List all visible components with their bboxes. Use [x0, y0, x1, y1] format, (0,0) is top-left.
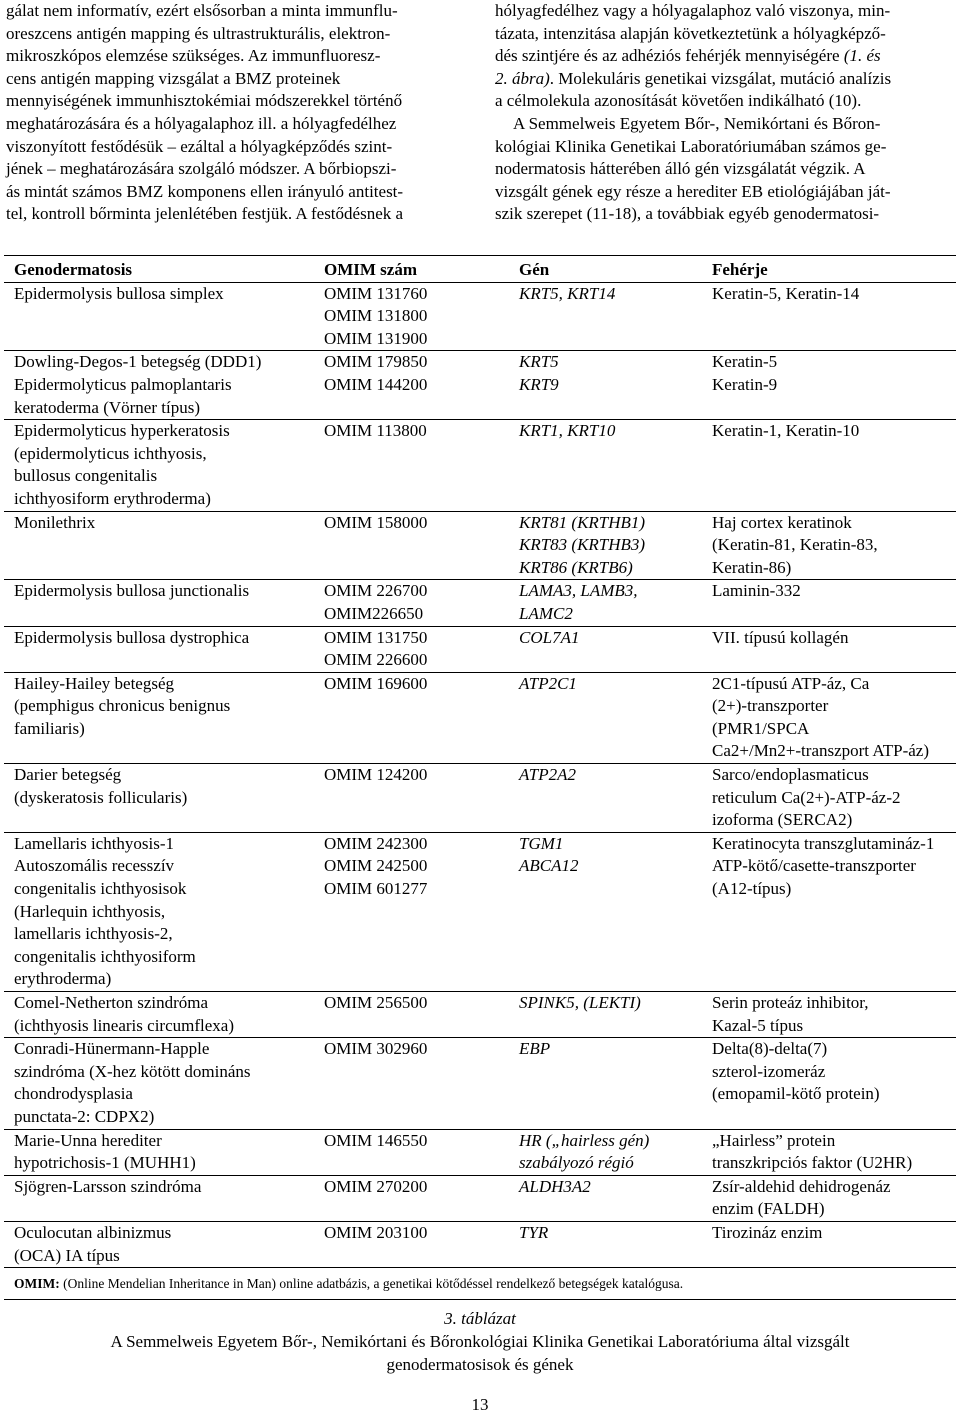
cell-line: Hailey-Hailey betegség [14, 673, 175, 693]
cell-line: Lamellaris ichthyosis-1 [14, 833, 175, 853]
disease-cell [4, 672, 314, 763]
table-row [4, 1221, 956, 1267]
cell-line: OMIM 146550 [324, 1130, 428, 1150]
table-row [4, 1175, 956, 1221]
cell-line: OMIM 131750 [324, 627, 428, 647]
text-line: oreszcens antigén mapping és ultrastrukturális, elektron- [6, 23, 391, 43]
column-header-protein: Fehérje [702, 256, 956, 283]
table-row [4, 511, 956, 580]
cell-line: OMIM 203100 [324, 1222, 428, 1242]
cell-line: SPINK5, (LEKTI) [519, 993, 641, 1012]
page-number: 13 [471, 1395, 489, 1414]
cell-line: congenitalis ichthyosiform [14, 946, 196, 966]
cell-line: Marie-Unna herediter [14, 1130, 162, 1150]
cell-line: izoforma (SERCA2) [712, 810, 853, 830]
cell-line: (Harlequin ichthyosis, [14, 901, 166, 921]
text-line: jének – meghatározására szolgáló módszer. A bőrbiopszi- [6, 159, 397, 179]
text-line [495, 68, 957, 91]
cell-line: Epidermolyticus palmoplantaris [14, 374, 232, 394]
disease-cell [4, 351, 314, 420]
gene-cell [509, 1221, 702, 1267]
cell-line: Tirozináz enzim [712, 1222, 823, 1242]
right-text-column [495, 0, 957, 226]
gene-cell [509, 672, 702, 763]
cell-line: LAMA3, LAMB3, [519, 581, 638, 601]
cell-line: Epidermolysis bullosa junctionalis [14, 581, 250, 601]
table-body [4, 282, 956, 1268]
cell-line: congenitalis ichthyosisok [14, 879, 187, 899]
cell-line: KRT9 [519, 374, 559, 394]
table-row [4, 420, 956, 511]
footnote-text: (Online Mendelian Inheritance in Man) online adatbázis, a genetikai kötődéssel rendelkező betegségek katalógusa. [63, 1276, 684, 1292]
cell-line: ABCA12 [519, 856, 579, 876]
cell-line: (Keratin-81, Keratin-83, [712, 535, 878, 555]
disease-cell [4, 1129, 314, 1175]
table-header [4, 256, 956, 283]
left-text-column [6, 0, 468, 226]
cell-line: Delta(8)-delta(7) [712, 1039, 828, 1059]
cell-line: HR („hairless gén) [519, 1130, 650, 1150]
cell-line: OMIM 131800 [324, 306, 428, 326]
disease-cell [4, 832, 314, 991]
text-line: tel, kontroll bőrminta jelenlétében festjük. A festődésnek a [6, 204, 404, 224]
cell-line: KRT81 (KRTHB1) [519, 512, 646, 532]
cell-line: (epidermolyticus ichthyosis, [14, 443, 207, 463]
text-line: hólyagfedélhez vagy a hólyagalaphoz való viszonya, min- [495, 1, 891, 20]
omim-cell [314, 351, 509, 420]
cell-line: OMIM 601277 [324, 879, 428, 899]
disease-cell [4, 511, 314, 580]
cell-line: Comel-Netherton szindróma [14, 993, 209, 1012]
cell-line: OMIM 242500 [324, 856, 428, 876]
cell-line: hypotrichosis-1 (MUHH1) [14, 1153, 196, 1173]
cell-line: LAMC2 [519, 603, 573, 623]
protein-cell [702, 626, 956, 672]
cell-line: (emopamil-kötő protein) [712, 1084, 880, 1104]
footnote-label: OMIM: [14, 1276, 60, 1292]
cell-line: Kazal-5 típus [712, 1015, 804, 1035]
cell-line: Keratin-9 [712, 374, 778, 394]
protein-cell [702, 580, 956, 626]
cell-line: transzkripciós faktor (U2HR) [712, 1153, 913, 1173]
right-paragraph-2 [495, 113, 957, 226]
text-segment: . Molekuláris genetikai vizsgálat, mutáció analízis [549, 68, 892, 88]
cell-line: Keratin-5 [712, 352, 778, 372]
protein-cell [702, 992, 956, 1038]
protein-cell [702, 282, 956, 351]
cell-line: OMIM 169600 [324, 673, 428, 693]
cell-line: Sjögren-Larsson szindróma [14, 1176, 202, 1196]
cell-line: enzim (FALDH) [712, 1199, 825, 1219]
cell-line: OMIM 144200 [324, 374, 428, 394]
cell-line: erythroderma) [14, 969, 112, 989]
caption-line: genodermatosisok és gének [386, 1355, 574, 1374]
cell-line: VII. típusú kollagén [712, 627, 849, 647]
table-row [4, 580, 956, 626]
omim-cell [314, 1038, 509, 1129]
omim-cell [314, 832, 509, 991]
cell-line: (pemphigus chronicus benignus [14, 696, 231, 716]
cell-line: Sarco/endoplasmaticus [712, 765, 869, 785]
column-header-gene: Gén [509, 256, 702, 283]
omim-cell [314, 1129, 509, 1175]
figure-reference: (1. és [843, 46, 881, 66]
cell-line: ALDH3A2 [519, 1176, 591, 1196]
text-line: cens antigén mapping vizsgálat a BMZ proteinek [6, 68, 341, 88]
omim-cell [314, 672, 509, 763]
omim-cell [314, 992, 509, 1038]
protein-cell [702, 420, 956, 511]
table-row [4, 672, 956, 763]
cell-line: OMIM226650 [324, 603, 424, 623]
table-row [4, 282, 956, 351]
disease-cell [4, 992, 314, 1038]
cell-line: ATP2A2 [519, 765, 576, 785]
gene-cell [509, 511, 702, 580]
gene-cell [509, 626, 702, 672]
cell-line: szindróma (X-hez kötött domináns [14, 1061, 251, 1081]
protein-cell [702, 351, 956, 420]
disease-cell [4, 764, 314, 833]
gene-cell [509, 351, 702, 420]
cell-line: KRT86 (KRTB6) [519, 557, 633, 577]
text-line: viszonyított festődésük – ezáltal a hólyagképződés szint- [6, 136, 393, 156]
cell-line: OMIM 131760 [324, 283, 428, 303]
omim-cell [314, 511, 509, 580]
text-line: meghatározására és a hólyagalaphoz ill. a hólyagfedélhez [6, 113, 397, 133]
omim-cell [314, 282, 509, 351]
gene-cell [509, 992, 702, 1038]
caption-line: A Semmelweis Egyetem Bőr-, Nemikórtani és Bőronkológiai Klinika Genetikai Laboratóriuma által vizsgált [110, 1332, 850, 1351]
gene-cell [509, 1175, 702, 1221]
gene-cell [509, 580, 702, 626]
protein-cell [702, 1175, 956, 1221]
disease-cell [4, 420, 314, 511]
cell-line: KRT5 [519, 352, 559, 372]
cell-line: szterol-izomeráz [712, 1061, 826, 1081]
cell-line: Keratin-1, Keratin-10 [712, 421, 860, 441]
gene-cell [509, 420, 702, 511]
cell-line: Laminin-332 [712, 581, 801, 601]
disease-cell [4, 1175, 314, 1221]
disease-cell [4, 626, 314, 672]
cell-line: ichthyosiform erythroderma) [14, 488, 211, 508]
cell-line: OMIM 158000 [324, 512, 428, 532]
cell-line: (OCA) IA típus [14, 1245, 120, 1265]
cell-line: (2+)-transzporter [712, 696, 829, 716]
header-row [4, 256, 956, 283]
cell-line: TYR [519, 1222, 549, 1242]
cell-line: Serin proteáz inhibitor, [712, 993, 869, 1012]
caption-title: 3. táblázat [444, 1309, 516, 1328]
genodermatosis-table-container [4, 255, 956, 1300]
cell-line: KRT83 (KRTHB3) [519, 535, 646, 555]
genodermatosis-table [4, 255, 956, 1268]
gene-cell [509, 832, 702, 991]
table-row [4, 992, 956, 1038]
cell-line: reticulum Ca(2+)-ATP-áz-2 [712, 787, 901, 807]
gene-cell [509, 1129, 702, 1175]
cell-line: Ca2+/Mn2+-transzport ATP-áz) [712, 741, 929, 761]
cell-line: Keratin-5, Keratin-14 [712, 283, 860, 303]
cell-line: 2C1-típusú ATP-áz, Ca [712, 673, 870, 693]
table-caption [0, 1307, 960, 1376]
cell-line: ATP-kötő/casette-transzporter [712, 856, 916, 876]
omim-cell [314, 1221, 509, 1267]
left-paragraph [6, 0, 468, 226]
text-line: tázata, intenzitása alapján következtetünk a hólyagképző- [495, 23, 886, 43]
cell-line: Conradi-Hünermann-Happle [14, 1039, 210, 1059]
cell-line: Keratinocyta transzglutamináz-1 [712, 833, 935, 853]
cell-line: TGM1 [519, 833, 564, 853]
text-line: A Semmelweis Egyetem Bőr-, Nemikórtani és Bőron- [513, 113, 881, 133]
cell-line: KRT1, KRT10 [519, 421, 616, 441]
cell-line: Keratin-86) [712, 557, 792, 577]
right-paragraph-1 [495, 0, 957, 113]
table-row [4, 1129, 956, 1175]
disease-cell [4, 282, 314, 351]
text-line: kológiai Klinika Genetikai Laboratóriumában számos ge- [495, 136, 887, 156]
text-line: a célmolekula azonosítását követően indikálható (10). [495, 91, 862, 111]
cell-line: Darier betegség [14, 765, 122, 785]
cell-line: Epidermolysis bullosa simplex [14, 283, 224, 303]
text-line: vizsgált gének egy része a herediter EB etiológiájában ját- [495, 181, 891, 201]
disease-cell [4, 1221, 314, 1267]
cell-line: OMIM 242300 [324, 833, 428, 853]
cell-line: bullosus congenitalis [14, 466, 158, 486]
text-line: mennyiségének immunhisztokémiai módszerekkel történő [6, 91, 403, 111]
text-line: gálat nem informatív, ezért elsősorban a minta immunflu- [6, 1, 398, 20]
text-line: szik szerepet (11-18), a továbbiak egyéb genodermatosi- [495, 204, 880, 224]
cell-line: EBP [519, 1039, 551, 1059]
cell-line: OMIM 226600 [324, 650, 428, 670]
cell-line: OMIM 179850 [324, 352, 428, 372]
protein-cell [702, 1129, 956, 1175]
table-row [4, 1038, 956, 1129]
text-line [495, 45, 957, 68]
column-header-omim: OMIM szám [314, 256, 509, 283]
cell-line: ATP2C1 [519, 673, 577, 693]
cell-line: chondrodysplasia [14, 1084, 133, 1104]
gene-cell [509, 1038, 702, 1129]
cell-line: familiaris) [14, 718, 85, 738]
cell-line: (dyskeratosis follicularis) [14, 787, 188, 807]
omim-cell [314, 580, 509, 626]
protein-cell [702, 672, 956, 763]
cell-line: Haj cortex keratinok [712, 512, 852, 532]
cell-line: Epidermolysis bullosa dystrophica [14, 627, 250, 647]
cell-line: OMIM 124200 [324, 765, 428, 785]
omim-cell [314, 420, 509, 511]
cell-line: Monilethrix [14, 512, 96, 532]
cell-line: keratoderma (Vörner típus) [14, 397, 200, 417]
cell-line: Epidermolyticus hyperkeratosis [14, 421, 230, 441]
cell-line: OMIM 270200 [324, 1176, 428, 1196]
column-header-genodermatosis: Genodermatosis [4, 256, 314, 283]
protein-cell [702, 764, 956, 833]
cell-line: (PMR1/SPCA [712, 718, 810, 738]
text-line: nodermatosis hátterében álló gén vizsgálatát végzik. A [495, 159, 866, 179]
cell-line: lamellaris ichthyosis-2, [14, 924, 173, 944]
cell-line: (ichthyosis linearis circumflexa) [14, 1015, 234, 1035]
table-row [4, 764, 956, 833]
cell-line: punctata-2: CDPX2) [14, 1106, 155, 1126]
cell-line: Dowling-Degos-1 betegség (DDD1) [14, 352, 262, 372]
omim-cell [314, 1175, 509, 1221]
table-row [4, 832, 956, 991]
cell-line: KRT5, KRT14 [519, 283, 616, 303]
cell-line: Zsír-aldehid dehidrogenáz [712, 1176, 891, 1196]
table-row [4, 351, 956, 420]
figure-reference: 2. ábra) [495, 68, 550, 88]
disease-cell [4, 580, 314, 626]
cell-line: OMIM 302960 [324, 1039, 428, 1059]
disease-cell [4, 1038, 314, 1129]
text-line: mikroszkópos elemzése szükséges. Az immunfluoresz- [6, 46, 381, 66]
omim-cell [314, 764, 509, 833]
table-row [4, 626, 956, 672]
text-segment: dés szintjére és az adhéziós fehérjék mennyiségére [495, 46, 844, 66]
cell-line: OMIM 256500 [324, 993, 428, 1012]
cell-line: szabályozó régió [519, 1153, 634, 1173]
gene-cell [509, 764, 702, 833]
cell-line: COL7A1 [519, 627, 580, 647]
omim-cell [314, 626, 509, 672]
cell-line: OMIM 113800 [324, 421, 427, 441]
gene-cell [509, 282, 702, 351]
cell-line: OMIM 131900 [324, 328, 428, 348]
cell-line: (A12-típus) [712, 879, 792, 899]
text-line: ás mintát számos BMZ komponens ellen irányuló antitest- [6, 181, 404, 201]
cell-line: „Hairless” protein [712, 1130, 836, 1150]
protein-cell [702, 1038, 956, 1129]
cell-line: Autoszomális recesszív [14, 856, 175, 876]
cell-line: Oculocutan albinizmus [14, 1222, 172, 1242]
cell-line: OMIM 226700 [324, 581, 428, 601]
table-footnote [4, 1268, 956, 1300]
protein-cell [702, 511, 956, 580]
protein-cell [702, 832, 956, 991]
protein-cell [702, 1221, 956, 1267]
